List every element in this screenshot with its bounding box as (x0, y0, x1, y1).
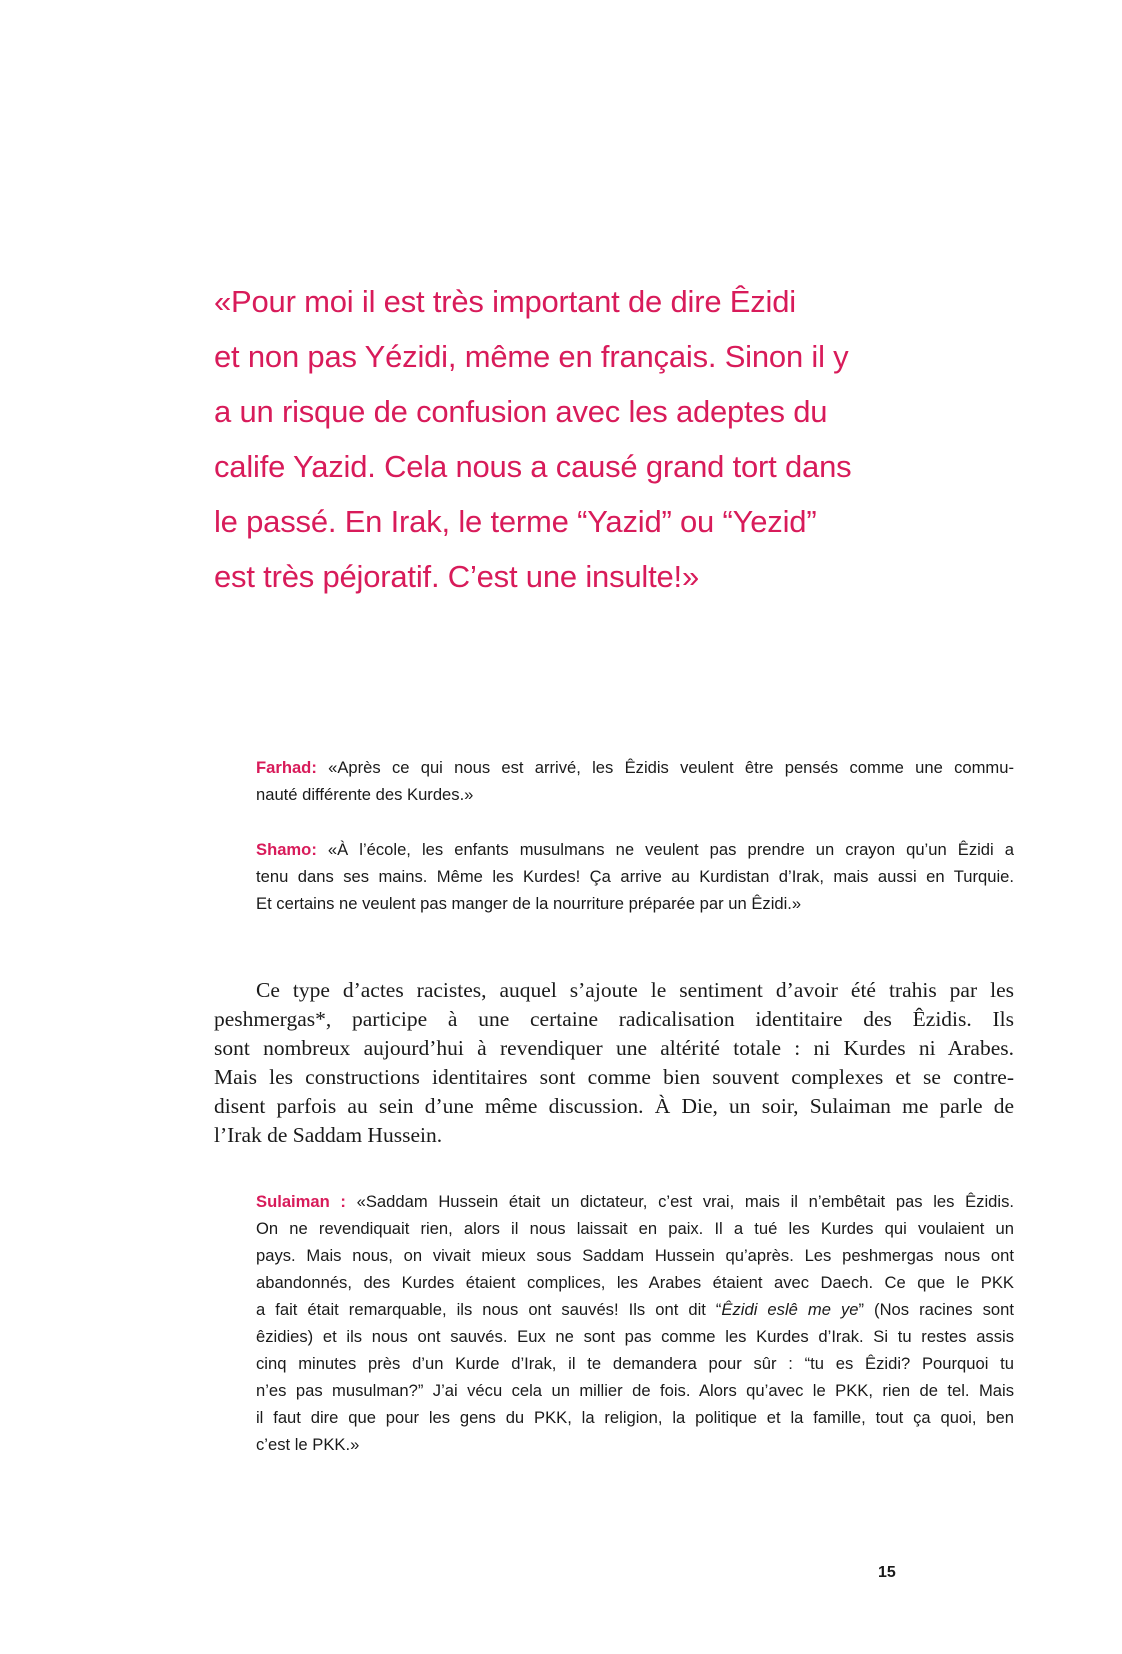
interview-line: n’es pas musulman?” J’ai vécu cela un millier de fois. Alors qu’avec le PKK, rien de tel. Mais (256, 1381, 1014, 1400)
narrative-line: l’Irak de Saddam Hussein. (214, 1123, 443, 1147)
pull-quote-line: est très péjoratif. C’est une insulte!» (214, 559, 700, 594)
narrative-line: Ce type d’actes racistes, auquel s’ajoute le sentiment d’avoir été trahis par les (256, 978, 1014, 1002)
interview-line: pays. Mais nous, on vivait mieux sous Saddam Hussein qu’après. Les peshmergas nous ont (256, 1246, 1014, 1265)
interview-line: êzidies) et ils nous ont sauvés. Eux ne sont pas comme les Kurdes d’Irak. Si tu restes assis (256, 1327, 1014, 1346)
pull-quote-line: calife Yazid. Cela nous a causé grand tort dans (214, 449, 852, 484)
interview-line (256, 1188, 1014, 1215)
interview-line: abandonnés, des Kurdes étaient complices, les Arabes étaient avec Daech. Ce que le PKK (256, 1273, 1014, 1292)
interview-text: a fait était remarquable, ils nous ont sauvés! Ils ont dit “ (256, 1300, 722, 1319)
speaker-name: Shamo: (256, 840, 317, 859)
interview-text: «À l’école, les enfants musulmans ne veulent pas prendre un crayon qu’un Êzidi a (316, 840, 1014, 859)
interview-text: ” (Nos racines sont (858, 1300, 1014, 1319)
narrative-line: Mais les constructions identitaires sont comme bien souvent complexes et se contre- (214, 1065, 1014, 1089)
interview-line (256, 836, 1014, 863)
narrative-paragraph (214, 976, 1014, 1150)
narrative-line: sont nombreux aujourd’hui à revendiquer une altérité totale : ni Kurdes ni Arabes. (214, 1036, 1014, 1060)
interview-line: cinq minutes près d’un Kurde d’Irak, il te demandera pour sûr : “tu es Êzidi? Pourquoi tu (256, 1354, 1014, 1373)
interview-line: il faut dire que pour les gens du PKK, la religion, la politique et la famille, tout ça quoi, ben (256, 1408, 1014, 1427)
interview-line: On ne revendiquait rien, alors il nous laissait en paix. Il a tué les Kurdes qui voulaient un (256, 1219, 1014, 1238)
narrative-line: disent parfois au sein d’une même discussion. À Die, un soir, Sulaiman me parle de (214, 1094, 1014, 1118)
pull-quote-line: a un risque de confusion avec les adeptes du (214, 394, 828, 429)
interview-text: «Saddam Hussein était un dictateur, c’est vrai, mais il n’embêtait pas les Êzidis. (345, 1192, 1014, 1211)
pull-quote-line: le passé. En Irak, le terme “Yazid” ou “Yezid” (214, 504, 817, 539)
speaker-name: Sulaiman : (256, 1192, 346, 1211)
interview-sulaiman (256, 1188, 1014, 1458)
interview-line (256, 1296, 1014, 1323)
interview-text: «Après ce qui nous est arrivé, les Êzidis veulent être pensés comme une commu- (316, 758, 1014, 777)
pull-quote-line: «Pour moi il est très important de dire Êzidi (214, 284, 796, 319)
pull-quote (214, 274, 934, 604)
speaker-name: Farhad: (256, 758, 317, 777)
narrative-line: peshmergas*, participe à une certaine radicalisation identitaire des Êzidis. Ils (214, 1007, 1014, 1031)
interview-line: Et certains ne veulent pas manger de la nourriture préparée par un Êzidi.» (256, 894, 802, 913)
pull-quote-line: et non pas Yézidi, même en français. Sinon il y (214, 339, 849, 374)
interview-line (256, 754, 1014, 781)
interview-line: nauté différente des Kurdes.» (256, 785, 474, 804)
page-number: 15 (878, 1564, 896, 1581)
interview-shamo (256, 836, 1014, 917)
interview-line: c’est le PKK.» (256, 1435, 360, 1454)
interview-line: tenu dans ses mains. Même les Kurdes! Ça arrive au Kurdistan d’Irak, mais aussi en Turquie. (256, 867, 1014, 886)
interview-farhad (256, 754, 1014, 808)
interview-italic-phrase: Êzidi eslê me ye (721, 1300, 859, 1319)
